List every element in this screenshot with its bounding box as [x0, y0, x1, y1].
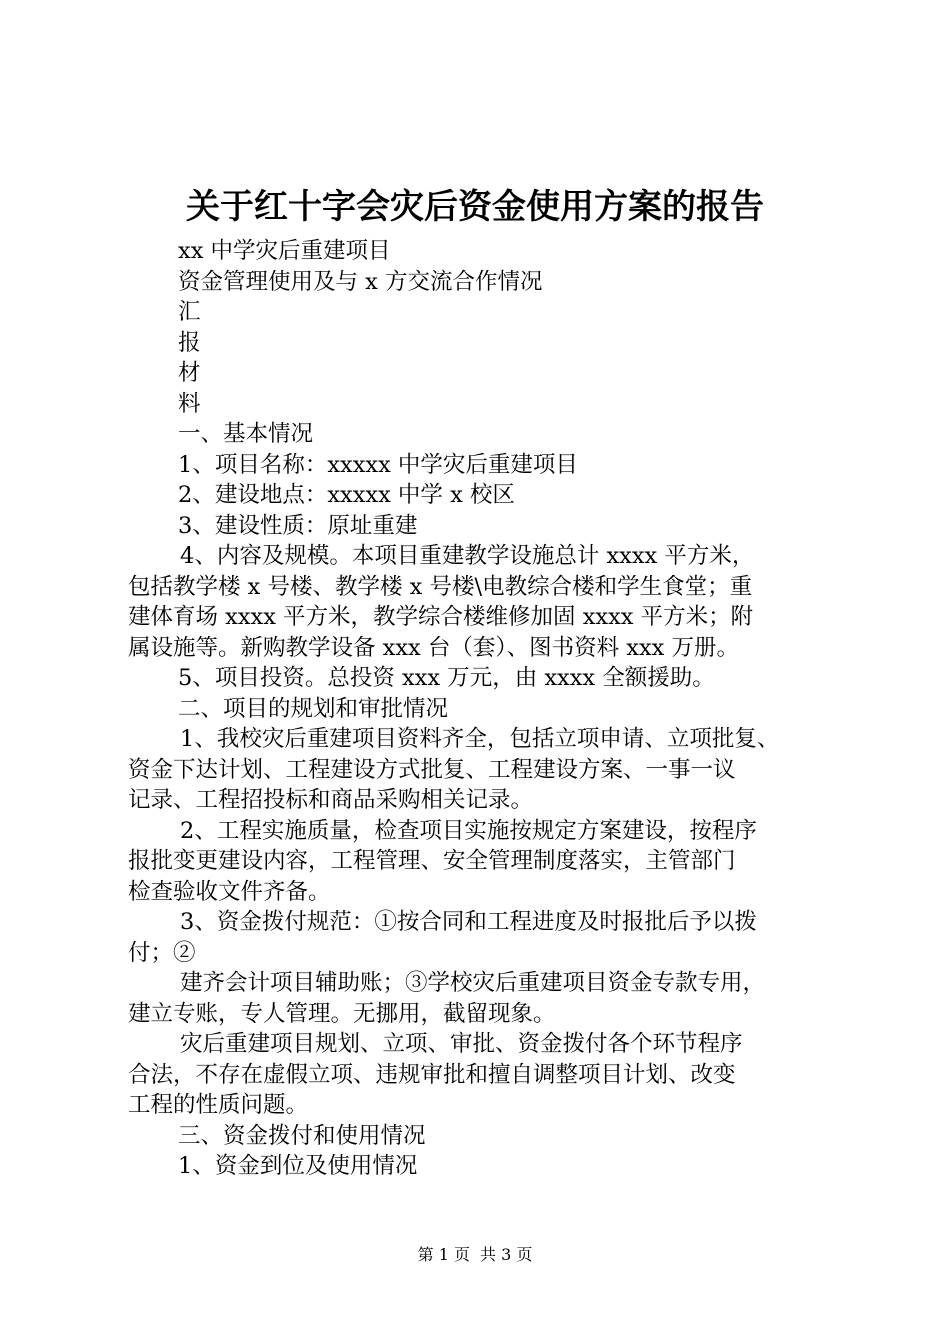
body-line: 1、我校灾后重建项目资料齐全，包括立项申请、立项批复、	[180, 726, 780, 752]
section-heading-3: 三、资金拨付和使用情况	[178, 1122, 426, 1149]
document-title: 关于红十字会灾后资金使用方案的报告	[186, 187, 764, 227]
body-line: 3、建设性质：原址重建	[178, 512, 418, 539]
body-line-char-3: 材	[178, 360, 201, 386]
page-footer	[0, 1244, 950, 1266]
body-line-char-2: 报	[178, 329, 201, 356]
body-line: 5、项目投资。总投资 xxx 万元，由 xxxx 全额援助。	[178, 665, 715, 691]
section-heading-1: 一、基本情况	[178, 421, 314, 447]
body-line: 2、工程实施质量，检查项目实施按规定方案建设，按程序	[180, 817, 757, 844]
body-line: 付；②	[128, 939, 196, 966]
body-line: 灾后重建项目规划、立项、审批、资金拨付各个环节程序	[180, 1031, 743, 1057]
body-line: 属设施等。新购教学设备 xxx 台（套）、图书资料 xxx 万册。	[128, 634, 739, 661]
body-line: 记录、工程招投标和商品采购相关记录。	[128, 787, 534, 813]
body-line-char-1: 汇	[178, 299, 201, 325]
body-line: 建立专账，专人管理。无挪用，截留现象。	[128, 1000, 556, 1027]
body-line-subtitle: 资金管理使用及与 x 方交流合作情况	[178, 268, 543, 295]
body-line: 3、资金拨付规范：①按合同和工程进度及时报批后予以拨	[180, 909, 757, 935]
body-line: 2、建设地点：xxxxx 中学 x 校区	[178, 482, 515, 508]
body-line: 1、资金到位及使用情况	[178, 1153, 418, 1179]
body-line: 报批变更建设内容，工程管理、安全管理制度落实，主管部门	[128, 848, 736, 874]
body-line: 工程的性质问题。	[128, 1092, 309, 1118]
document-body	[128, 236, 836, 1182]
section-heading-2: 二、项目的规划和审批情况	[178, 695, 449, 722]
body-line: 建体育场 xxxx 平方米，教学综合楼维修加固 xxxx 平方米；附	[128, 604, 754, 630]
page-number: 第 1 页	[417, 1245, 470, 1264]
body-line: 建齐会计项目辅助账；③学校灾后重建项目资金专款专用，	[180, 970, 766, 996]
body-line: 检查验收文件齐备。	[128, 878, 331, 905]
body-line: 包括教学楼 x 号楼、教学楼 x 号楼\电教综合楼和学生食堂；重	[128, 573, 753, 600]
body-line-project-name: xx 中学灾后重建项目	[178, 238, 391, 264]
body-line-char-4: 料	[178, 390, 201, 417]
body-line: 合法，不存在虚假立项、违规审批和擅自调整项目计划、改变	[128, 1061, 736, 1088]
body-line: 1、项目名称：xxxxx 中学灾后重建项目	[178, 451, 578, 478]
body-line: 4、内容及规模。本项目重建教学设施总计 xxxx 平方米，	[180, 543, 755, 569]
body-line: 资金下达计划、工程建设方式批复、工程建设方案、一事一议	[128, 756, 736, 783]
page-total: 共 3 页	[480, 1245, 533, 1264]
